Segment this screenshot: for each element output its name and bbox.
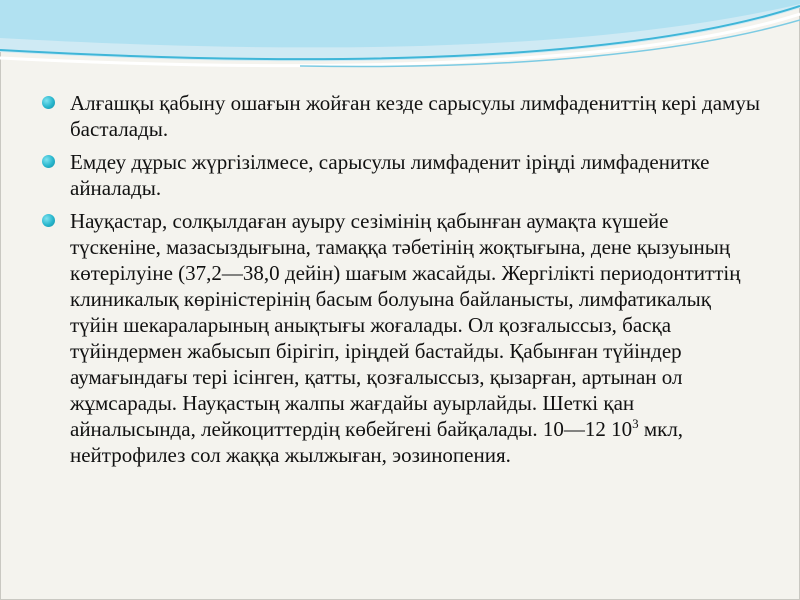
bullet-text: Алғашқы қабыну ошағын жойған кезде сарысулы лимфадениттің кері дамуы басталады. (70, 91, 760, 141)
bullet-text-part-1: Науқастар, солқылдаған ауыру сезімінің қабынған аумақта күшейе түскеніне, мазасыздығына, тамаққа тәбетінің жоқтығына, дене қызуының көтерілуіне (37,2—38,0 дейін) шағым жасайды. Жергілікті периодонтиттің клиникалық көріністерінің басым болуына байланысты, лимфатикалық түйін шекараларының анықтығы жоғалады. Ол қозғалыссыз, басқа түйіндермен жабысып бірігіп, іріңдей бастайды. Қабынған түйіндер аумағындағы тері ісінген, қатты, қозғалыссыз, қызарған, артынан ол жұмсарады. Науқастың жалпы жағдайы ауырлайды. Шеткі қан айналысында, лейкоциттердің көбейгені байқалады. 10—12 10 (70, 209, 741, 441)
bullet-dot-icon (42, 155, 55, 168)
bullet-text: Емдеу дұрыс жүргізілмесе, сарысулы лимфаденит іріңді лимфаденитке айналады. (70, 150, 710, 200)
bullet-item (42, 208, 762, 468)
superscript-exponent: 3 (632, 416, 639, 431)
decorative-wave-header (0, 0, 800, 80)
bullet-dot-icon (42, 214, 55, 227)
bullet-item (42, 90, 762, 142)
bullet-item (42, 149, 762, 201)
bullet-text-part-2: мкл, нейтрофилез сол жаққа жылжыған, эозинопения. (70, 417, 684, 467)
bullet-list (42, 90, 762, 475)
bullet-dot-icon (42, 96, 55, 109)
